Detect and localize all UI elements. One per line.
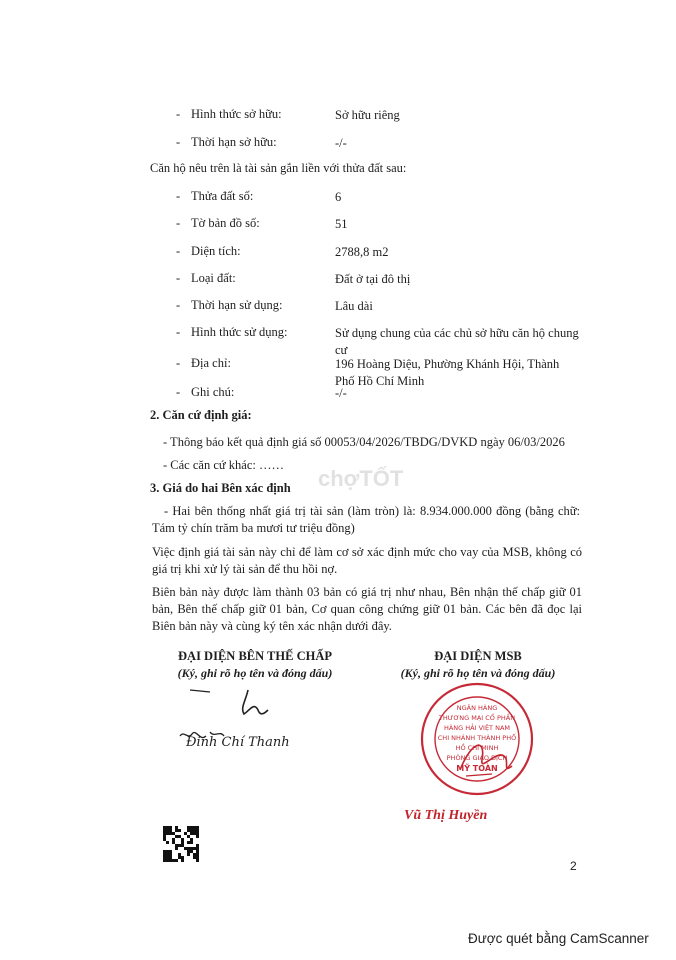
field-value: 196 Hoàng Diệu, Phường Khánh Hội, Thành Phố Hồ Chí Minh bbox=[335, 357, 560, 388]
svg-text:MỸ TOÀN: MỸ TOÀN bbox=[456, 764, 498, 773]
signature-left-mark bbox=[170, 680, 320, 760]
signature-subtitle-right: (Ký, ghi rõ họ tên và đóng dấu) bbox=[400, 666, 556, 680]
svg-text:PHÒNG GIAO DỊCH: PHÒNG GIAO DỊCH bbox=[446, 754, 508, 762]
field-value: -/- bbox=[335, 386, 347, 400]
signer-name-right: Vũ Thị Huyền bbox=[404, 808, 488, 823]
svg-text:HỒ CHÍ MINH: HỒ CHÍ MINH bbox=[455, 744, 499, 752]
field-value: -/- bbox=[335, 136, 347, 150]
field-label: Địa chỉ: bbox=[191, 356, 231, 370]
camscanner-footer: Được quét bằng CamScanner bbox=[468, 931, 649, 946]
signature-subtitle-left: (Ký, ghi rõ họ tên và đóng dấu) bbox=[177, 666, 333, 680]
field-label: Loại đất: bbox=[191, 271, 236, 285]
svg-text:HÀNG HẢI VIỆT NAM: HÀNG HẢI VIỆT NAM bbox=[443, 724, 511, 732]
field-label: Thời hạn sở hữu: bbox=[191, 135, 277, 149]
bullet: - bbox=[176, 385, 181, 399]
field-value: 2788,8 m2 bbox=[335, 245, 389, 259]
section-item: - Hai bên thống nhất giá trị tài sản (làm tròn) là: 8.934.000.000 đồng (bằng chữ: Tám tỷ chín trăm ba mươi tư triệu đồng) bbox=[152, 504, 580, 535]
field-value: Sử dụng chung của các chủ sở hữu căn hộ chung cư bbox=[335, 326, 579, 357]
signature-left-name: Đinh Chí Thanh bbox=[186, 735, 290, 750]
field-label: Hình thức sở hữu: bbox=[191, 107, 282, 121]
land-intro: Căn hộ nêu trên là tài sản gắn liền với thửa đất sau: bbox=[150, 161, 407, 175]
bullet: - bbox=[176, 107, 181, 121]
bullet: - bbox=[176, 244, 181, 258]
bullet: - bbox=[176, 325, 181, 339]
bullet: - bbox=[176, 189, 181, 203]
field-value: Lâu dài bbox=[335, 299, 373, 313]
field-value: Đất ở tại đô thị bbox=[335, 272, 411, 286]
bullet: - bbox=[176, 271, 181, 285]
signature-title-right: ĐẠI DIỆN MSB bbox=[434, 649, 522, 663]
field-label: Diện tích: bbox=[191, 244, 241, 258]
watermark: chợTỐT bbox=[318, 466, 404, 491]
section-heading: 2. Căn cứ định giá: bbox=[150, 408, 252, 422]
bullet: - bbox=[176, 298, 181, 312]
bullet: - bbox=[176, 216, 181, 230]
svg-text:CHI NHÁNH THÀNH PHỐ: CHI NHÁNH THÀNH PHỐ bbox=[437, 734, 517, 742]
page-number: 2 bbox=[570, 859, 577, 873]
field-label: Tờ bản đồ số: bbox=[191, 216, 260, 230]
svg-text:NGÂN HÀNG: NGÂN HÀNG bbox=[456, 704, 498, 712]
field-label: Hình thức sử dụng: bbox=[191, 325, 288, 339]
field-label: Thời hạn sử dụng: bbox=[191, 298, 283, 312]
bullet: - bbox=[176, 135, 181, 149]
paragraph: Biên bản này được làm thành 03 bản có giá trị như nhau, Bên nhận thế chấp giữ 01 bản, Bên thế chấp giữ 01 bản, Cơ quan công chứng giữ 01 bản. Các bên đã đọc lại Biên bản này và cùng ký tên xác nhận dưới đây. bbox=[152, 585, 582, 633]
field-value: Sở hữu riêng bbox=[335, 108, 400, 122]
svg-text:THƯƠNG MẠI CỔ PHẦN: THƯƠNG MẠI CỔ PHẦN bbox=[438, 714, 516, 722]
field-value: 6 bbox=[335, 190, 342, 204]
section-item: - Các căn cứ khác: …… bbox=[163, 458, 284, 472]
paragraph: Việc định giá tài sản này chỉ để làm cơ sở xác định mức cho vay của MSB, không có giá trị khi xử lý tài sản để thu hồi nợ. bbox=[152, 545, 582, 576]
signature-right-mark bbox=[452, 730, 522, 790]
section-heading: 3. Giá do hai Bên xác định bbox=[150, 481, 291, 495]
signature-title-left: ĐẠI DIỆN BÊN THẾ CHẤP bbox=[178, 649, 332, 663]
section-item: - Thông báo kết quả định giá số 00053/04/2026/TBDG/DVKD ngày 06/03/2026 bbox=[163, 435, 565, 449]
field-label: Thửa đất số: bbox=[191, 189, 254, 203]
field-value: 51 bbox=[335, 217, 348, 231]
bullet: - bbox=[176, 356, 181, 370]
field-label: Ghi chú: bbox=[191, 385, 235, 399]
qr-code-icon bbox=[163, 826, 199, 862]
